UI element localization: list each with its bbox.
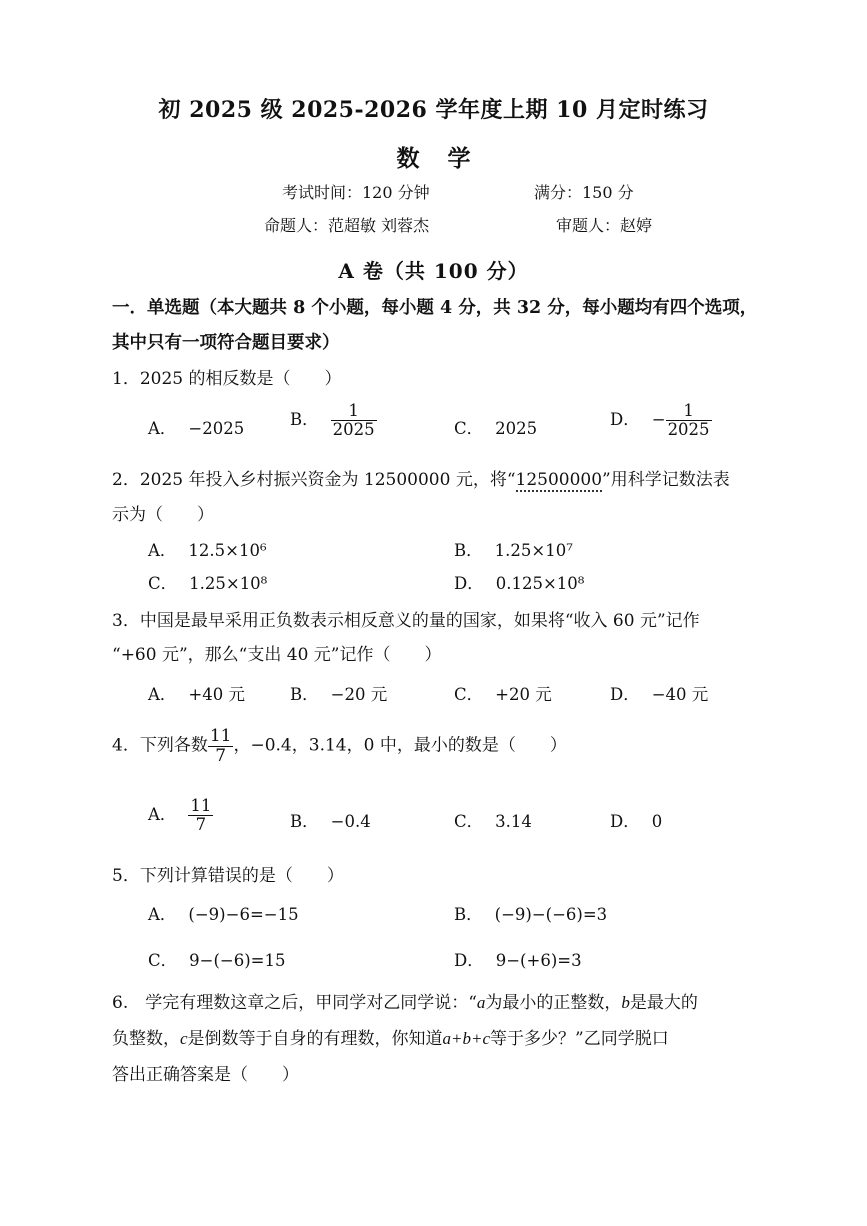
option-label: B． [454, 905, 483, 924]
question-5-option-b [454, 901, 607, 925]
question-4-option-c [454, 808, 532, 832]
subject-title: 数学 [396, 145, 499, 172]
option-value: (−9)−6=−15 [188, 905, 299, 924]
option-value: 0 [651, 812, 663, 831]
question-2-option-a [148, 537, 267, 561]
option-label: A． [148, 905, 177, 924]
fraction [208, 727, 234, 765]
question-4-option-d [610, 808, 662, 832]
stem-text: 是最大的 [629, 993, 698, 1013]
reviewer: 审题人：赵婷 [556, 216, 653, 235]
question-2-stem [112, 465, 730, 490]
numerator: 11 [209, 726, 232, 746]
option-label: C． [454, 419, 484, 438]
option-value: −20 元 [330, 685, 388, 704]
question-1-option-a [148, 415, 244, 439]
option-label: A． [148, 685, 177, 704]
option-value: 1.25×10⁸ [189, 574, 268, 593]
stem-text: 为最小的正整数， [485, 993, 622, 1013]
fraction [188, 797, 213, 834]
option-label: D． [610, 410, 640, 430]
option-value: +20 元 [495, 685, 552, 704]
option-label: C． [148, 574, 178, 593]
question-5-option-d [454, 947, 582, 971]
question-1-option-c [454, 415, 537, 439]
option-label: D． [610, 685, 640, 704]
question-2-option-c [148, 570, 267, 594]
variable-b: b [621, 993, 630, 1012]
fraction [331, 402, 377, 439]
question-1-stem: 1．2025 的相反数是（ ） [112, 369, 342, 389]
option-label: D． [610, 812, 640, 831]
option-value: 0.125×10⁸ [495, 574, 585, 593]
option-value: 3.14 [495, 812, 532, 831]
question-1-option-b [290, 402, 377, 439]
numerator: 1 [683, 401, 694, 420]
option-label: D． [454, 574, 484, 593]
option-label: C． [148, 951, 178, 970]
stem-text: 等于多少？”乙同学脱口 [490, 1029, 669, 1049]
option-value: 1.25×10⁷ [494, 541, 573, 560]
question-2-option-d [454, 570, 584, 594]
question-3-option-d [610, 681, 708, 705]
question-6-stem [112, 988, 698, 1013]
stem-text: ，−0.4，3.14，0 中，最小的数是（ ） [233, 735, 567, 756]
denominator: 7 [188, 815, 213, 834]
question-1-option-d [610, 402, 712, 439]
option-label: C． [454, 685, 484, 704]
highlighted-number: 12500000 [515, 470, 603, 490]
numerator: 11 [190, 796, 212, 815]
question-3-option-a [148, 681, 245, 705]
question-5-stem: 5．下列计算错误的是（ ） [112, 866, 344, 886]
question-5-option-c [148, 947, 285, 971]
question-4-option-b [290, 808, 371, 832]
question-4-option-a [148, 797, 213, 834]
stem-text: 负整数， [112, 1029, 180, 1049]
exam-time: 考试时间：120 分钟 [282, 183, 430, 202]
paper-a-heading: A 卷（共 100 分） [338, 259, 529, 283]
option-value: (−9)−(−6)=3 [494, 905, 608, 924]
question-2-option-b [454, 537, 573, 561]
denominator: 7 [208, 746, 234, 766]
question-3-option-b [290, 681, 387, 705]
question-6-stem-cont [112, 1024, 669, 1049]
question-2-stem-cont: 示为（ ） [112, 505, 214, 525]
fraction [666, 402, 712, 439]
option-value: 9−(+6)=3 [495, 951, 582, 970]
option-value: 2025 [495, 419, 538, 438]
stem-text: ”用科学记数法表 [602, 470, 730, 490]
stem-text: 6. 学完有理数这章之后，甲同学对乙同学说：“ [112, 993, 477, 1013]
option-label: A． [148, 541, 177, 560]
expression: a+b+c [442, 1029, 491, 1048]
option-label: A． [148, 419, 177, 438]
variable-a: a [476, 993, 486, 1012]
option-label: B． [290, 410, 319, 430]
question-5-option-a [148, 901, 299, 925]
numerator: 1 [348, 401, 359, 420]
section-heading-cont: 其中只有一项符合题目要求） [112, 333, 340, 353]
stem-text: 4．下列各数 [112, 735, 208, 756]
question-authors: 命题人：范超敏 刘蓉杰 [264, 216, 430, 235]
option-value: 9−(−6)=15 [189, 951, 286, 970]
option-value: +40 元 [188, 685, 245, 704]
option-value: −0.4 [330, 812, 371, 831]
option-label: B． [290, 685, 319, 704]
exam-title: 初 2025 级 2025-2026 学年度上期 10 月定时练习 [158, 97, 709, 123]
option-value: −40 元 [651, 685, 709, 704]
question-3-stem-cont: “+60 元”，那么“支出 40 元”记作（ ） [112, 645, 442, 665]
stem-text: 是倒数等于自身的有理数，你知道 [187, 1029, 443, 1049]
option-value: −2025 [188, 419, 245, 438]
option-value: 12.5×10⁶ [188, 541, 267, 560]
option-label: D． [454, 951, 484, 970]
variable-c: c [180, 1029, 188, 1048]
option-label: B． [454, 541, 483, 560]
option-label: C． [454, 812, 484, 831]
question-4-stem [112, 727, 567, 765]
full-score: 满分：150 分 [534, 183, 634, 202]
question-3-option-c [454, 681, 552, 705]
minus-sign: − [651, 410, 666, 430]
stem-text: 2．2025 年投入乡村振兴资金为 12500000 元，将“ [112, 470, 516, 490]
question-3-stem: 3．中国是最早采用正负数表示相反意义的量的国家，如果将“收入 60 元”记作 [112, 611, 700, 631]
question-6-stem-end: 答出正确答案是（ ） [112, 1065, 299, 1085]
denominator: 2025 [667, 420, 710, 440]
denominator: 2025 [332, 420, 375, 440]
section-heading: 一．单选题（本大题共 8 个小题，每小题 4 分，共 32 分，每小题均有四个选项， [112, 298, 758, 318]
option-label: B． [290, 812, 319, 831]
option-label: A． [148, 805, 177, 825]
